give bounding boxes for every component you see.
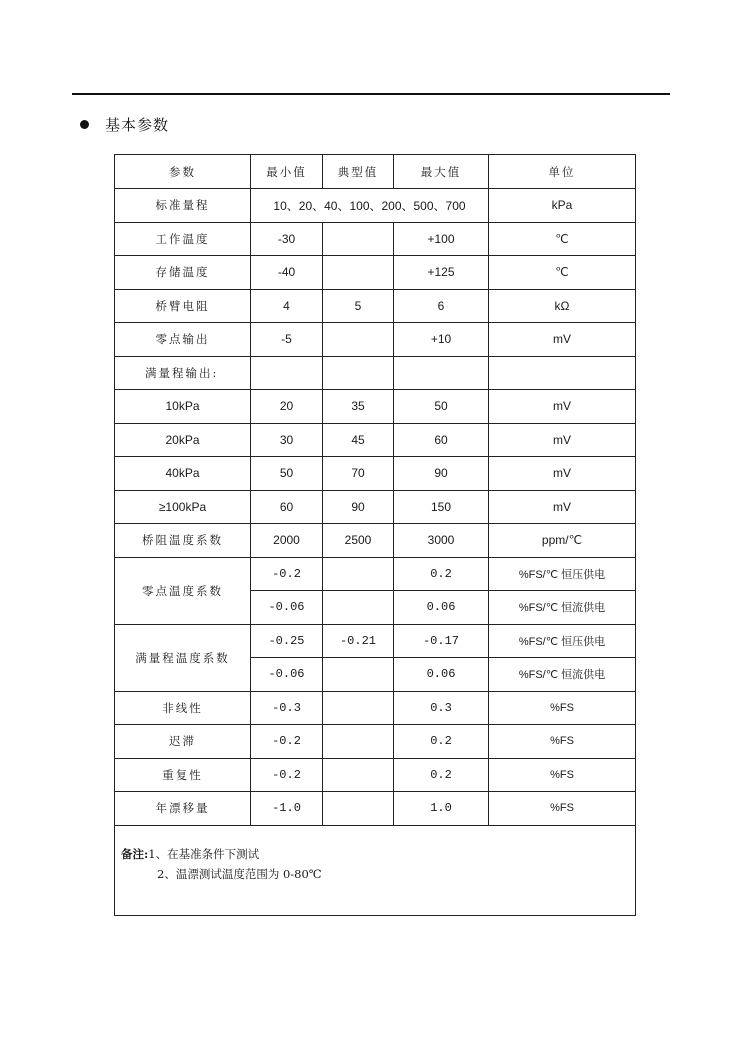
- cell-min: -5: [251, 323, 323, 357]
- bullet-icon: [80, 120, 89, 129]
- cell-param: ≥100kPa: [115, 490, 251, 524]
- cell-max: 0.2: [394, 557, 489, 591]
- table-row: [115, 725, 636, 759]
- cell-typ: [323, 557, 394, 591]
- header-unit: 单位: [489, 155, 636, 189]
- header-min: 最小值: [251, 155, 323, 189]
- cell-min: -40: [251, 256, 323, 290]
- cell-unit: %FS/℃ 恒流供电: [489, 658, 636, 692]
- cell-unit: ppm/℃: [489, 524, 636, 558]
- cell-unit: %FS: [489, 758, 636, 792]
- cell-typ: 2500: [323, 524, 394, 558]
- remarks-line-1: [121, 844, 635, 864]
- cell-param: 存储温度: [115, 256, 251, 290]
- section-heading: [80, 114, 169, 135]
- cell-min: -0.06: [251, 591, 323, 625]
- cell-unit: %FS: [489, 691, 636, 725]
- cell-param: 工作温度: [115, 222, 251, 256]
- cell-min: -0.06: [251, 658, 323, 692]
- cell-unit: ℃: [489, 256, 636, 290]
- cell-max: 0.06: [394, 591, 489, 625]
- cell-max: 6: [394, 289, 489, 323]
- cell-unit: kPa: [489, 189, 636, 223]
- cell-param: 满量程输出:: [115, 356, 251, 390]
- cell-param: 桥阻温度系数: [115, 524, 251, 558]
- table-row: [115, 758, 636, 792]
- table-row: [115, 356, 636, 390]
- cell-min: 60: [251, 490, 323, 524]
- cell-max: 0.3: [394, 691, 489, 725]
- cell-min: 20: [251, 390, 323, 424]
- table-row: [115, 390, 636, 424]
- cell-max: -0.17: [394, 624, 489, 658]
- table-row: [115, 792, 636, 826]
- table-row: [115, 256, 636, 290]
- cell-min: -0.25: [251, 624, 323, 658]
- cell-unit: kΩ: [489, 289, 636, 323]
- cell-param: 重复性: [115, 758, 251, 792]
- cell-max: 3000: [394, 524, 489, 558]
- cell-min: -0.2: [251, 725, 323, 759]
- cell-max: 150: [394, 490, 489, 524]
- header-rule: [72, 93, 670, 95]
- cell-typ: 90: [323, 490, 394, 524]
- table-row: [115, 524, 636, 558]
- cell-range-values: 10、20、40、100、200、500、700: [251, 189, 489, 223]
- cell-max: 50: [394, 390, 489, 424]
- cell-unit: mV: [489, 390, 636, 424]
- cell-param: 零点输出: [115, 323, 251, 357]
- cell-min: 30: [251, 423, 323, 457]
- spec-table: [114, 154, 636, 916]
- cell-param: 迟滞: [115, 725, 251, 759]
- cell-param: 桥臂电阻: [115, 289, 251, 323]
- table-header-row: [115, 155, 636, 189]
- cell-typ: [323, 725, 394, 759]
- cell-max: +125: [394, 256, 489, 290]
- cell-param: 20kPa: [115, 423, 251, 457]
- cell-unit: %FS/℃ 恒流供电: [489, 591, 636, 625]
- table-row-remarks: [115, 825, 636, 915]
- table-row: [115, 323, 636, 357]
- cell-min: -1.0: [251, 792, 323, 826]
- cell-unit: %FS/℃ 恒压供电: [489, 624, 636, 658]
- cell-min: -30: [251, 222, 323, 256]
- section-title: 基本参数: [105, 116, 170, 134]
- table-row: [115, 423, 636, 457]
- cell-max: 60: [394, 423, 489, 457]
- cell-typ: [323, 222, 394, 256]
- table-row-range: [115, 189, 636, 223]
- cell-max: 90: [394, 457, 489, 491]
- remarks-label: 备注:: [121, 846, 149, 861]
- cell-typ: [323, 591, 394, 625]
- cell-unit: mV: [489, 423, 636, 457]
- cell-max: 0.2: [394, 758, 489, 792]
- cell-unit: [489, 356, 636, 390]
- cell-min: 50: [251, 457, 323, 491]
- table-row-zero-temp-coeff-cv: [115, 557, 636, 591]
- header-typ: 典型值: [323, 155, 394, 189]
- cell-unit: mV: [489, 323, 636, 357]
- cell-min: 4: [251, 289, 323, 323]
- table-row: [115, 691, 636, 725]
- remarks-cell: [115, 825, 636, 915]
- cell-typ: [323, 256, 394, 290]
- cell-unit: %FS: [489, 725, 636, 759]
- cell-typ: [323, 792, 394, 826]
- cell-param: 零点温度系数: [115, 557, 251, 624]
- cell-typ: 70: [323, 457, 394, 491]
- cell-typ: 45: [323, 423, 394, 457]
- table-row: [115, 490, 636, 524]
- remarks-text-1: 1、在基准条件下测试: [148, 846, 260, 861]
- cell-typ: 5: [323, 289, 394, 323]
- cell-param: 10kPa: [115, 390, 251, 424]
- cell-max: [394, 356, 489, 390]
- cell-min: -0.2: [251, 758, 323, 792]
- cell-max: +100: [394, 222, 489, 256]
- table-row: [115, 222, 636, 256]
- cell-typ: [323, 758, 394, 792]
- cell-max: 1.0: [394, 792, 489, 826]
- cell-min: -0.2: [251, 557, 323, 591]
- table-row: [115, 289, 636, 323]
- cell-max: +10: [394, 323, 489, 357]
- cell-param: 年漂移量: [115, 792, 251, 826]
- cell-max: 0.06: [394, 658, 489, 692]
- cell-unit: mV: [489, 457, 636, 491]
- table-row-fs-temp-coeff-cv: [115, 624, 636, 658]
- cell-min: [251, 356, 323, 390]
- cell-param: 非线性: [115, 691, 251, 725]
- cell-param: 标准量程: [115, 189, 251, 223]
- table-row: [115, 457, 636, 491]
- cell-typ: [323, 323, 394, 357]
- header-max: 最大值: [394, 155, 489, 189]
- cell-typ: 35: [323, 390, 394, 424]
- cell-typ: -0.21: [323, 624, 394, 658]
- cell-typ: [323, 691, 394, 725]
- cell-typ: [323, 356, 394, 390]
- header-param: 参数: [115, 155, 251, 189]
- cell-min: 2000: [251, 524, 323, 558]
- cell-unit: %FS/℃ 恒压供电: [489, 557, 636, 591]
- cell-unit: %FS: [489, 792, 636, 826]
- cell-min: -0.3: [251, 691, 323, 725]
- cell-max: 0.2: [394, 725, 489, 759]
- cell-unit: ℃: [489, 222, 636, 256]
- cell-unit: mV: [489, 490, 636, 524]
- cell-param: 40kPa: [115, 457, 251, 491]
- cell-typ: [323, 658, 394, 692]
- cell-param: 满量程温度系数: [115, 624, 251, 691]
- remarks-line-2: 2、温漂测试温度范围为 0-80℃: [157, 866, 322, 881]
